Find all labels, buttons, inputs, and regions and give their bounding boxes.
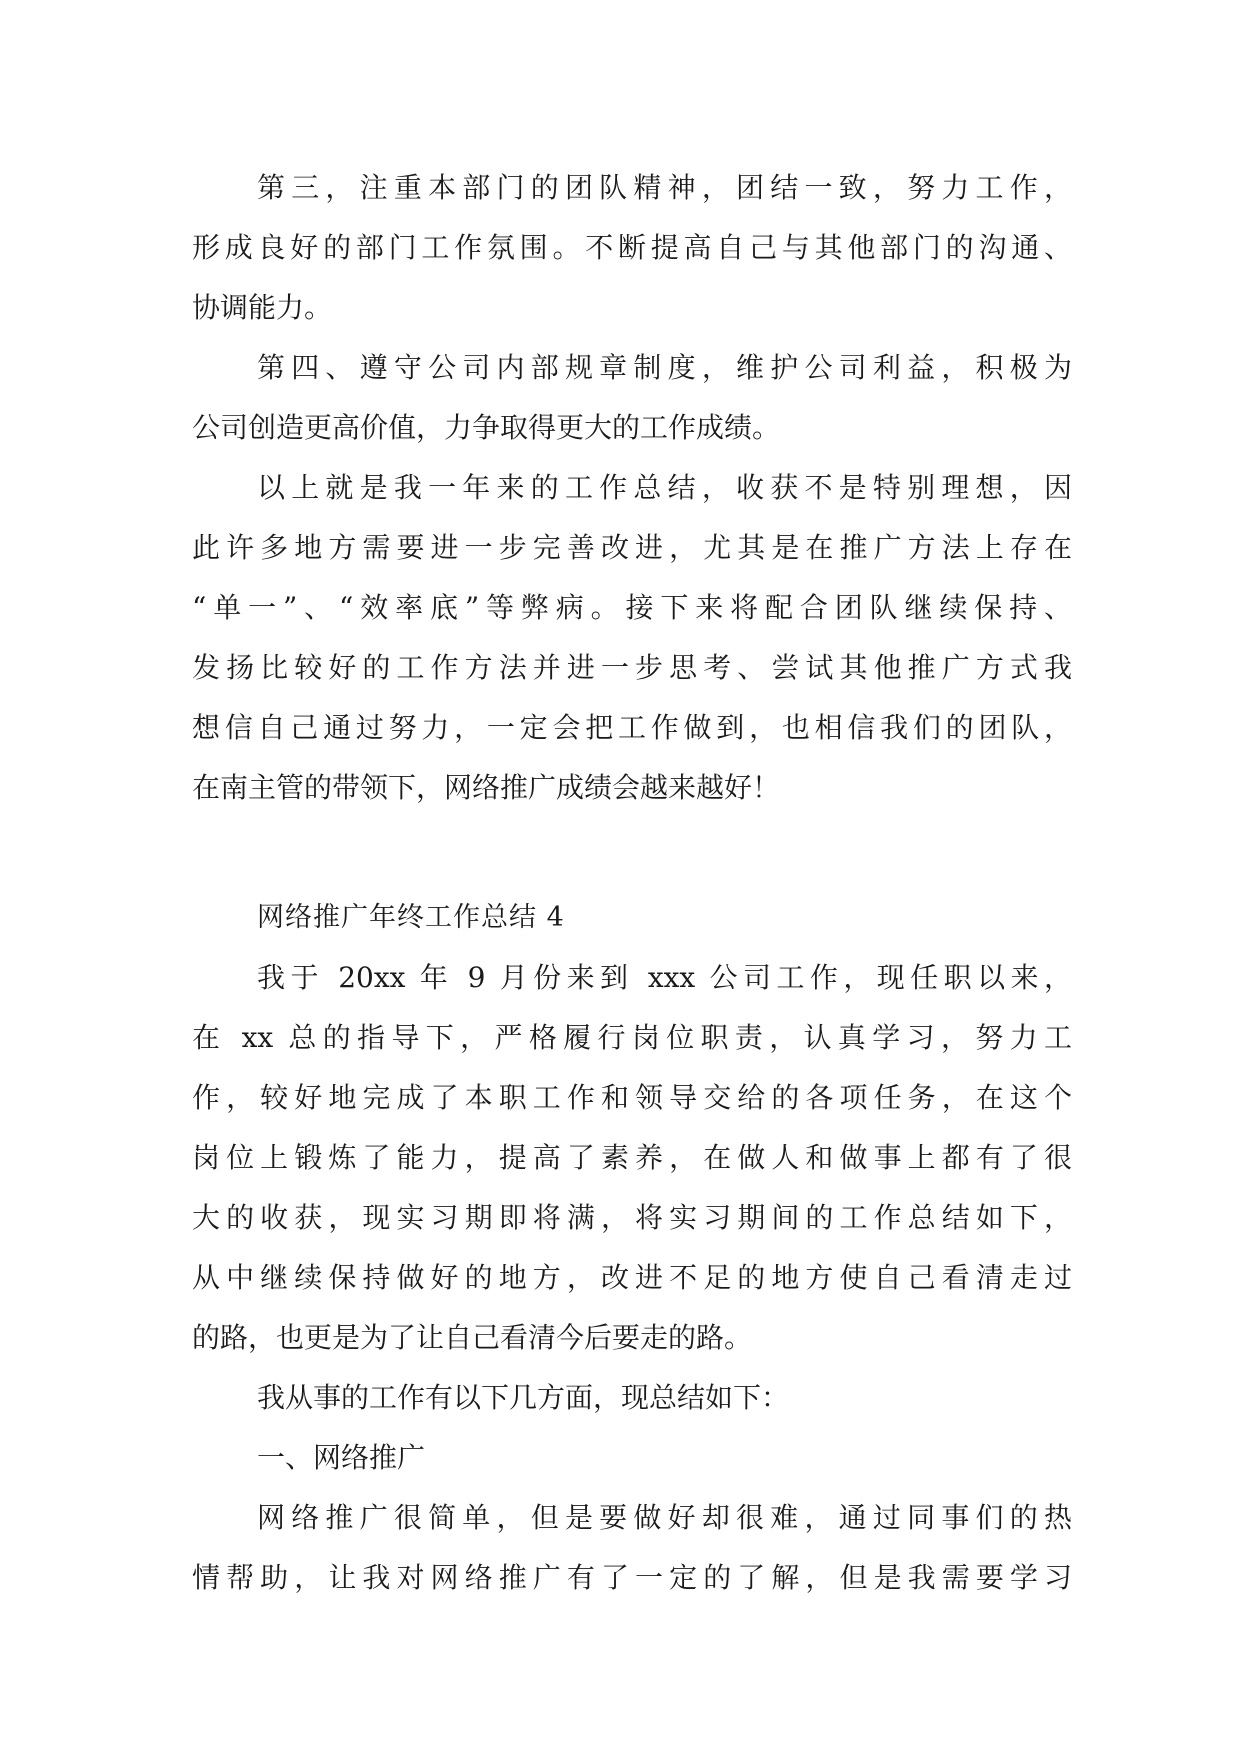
paragraph-work-areas	[192, 1368, 1072, 1428]
text-line: 协调能力。	[192, 291, 333, 324]
text-line: 在南主管的带领下，网络推广成绩会越来越好！	[192, 771, 781, 804]
text-line: 此许多地方需要进一步完善改进，尤其是在推广方法上存在	[192, 531, 1072, 564]
text-line: 从中继续保持做好的地方，改进不足的地方使自己看清走过	[192, 1261, 1072, 1294]
text-line: 形成良好的部门工作氛围。不断提高自己与其他部门的沟通、	[192, 231, 1072, 264]
paragraph-rules	[192, 338, 1072, 458]
paragraph-teamwork	[192, 158, 1072, 338]
text-line: 我从事的工作有以下几方面，现总结如下：	[257, 1381, 790, 1414]
paragraph-network-promotion	[192, 1488, 1072, 1608]
text-line: 大的收获，现实习期即将满，将实习期间的工作总结如下，	[192, 1201, 1072, 1234]
text-line: 想信自己通过努力，一定会把工作做到，也相信我们的团队，	[192, 711, 1072, 744]
paragraph-conclusion	[192, 458, 1072, 818]
text-line: 第四、遵守公司内部规章制度，维护公司利益，积极为	[257, 351, 1072, 384]
text-line: 一、网络推广	[257, 1441, 426, 1474]
text-line: 第三，注重本部门的团队精神，团结一致，努力工作，	[257, 171, 1072, 204]
text-line: 岗位上锻炼了能力，提高了素养，在做人和做事上都有了很	[192, 1141, 1072, 1174]
text-line: 发扬比较好的工作方法并进一步思考、尝试其他推广方式我	[192, 651, 1072, 684]
text-line: 网络推广很简单，但是要做好却很难，通过同事们的热	[257, 1501, 1072, 1534]
text-line: 以上就是我一年来的工作总结，收获不是特别理想，因	[257, 471, 1072, 504]
section-heading: 网络推广年终工作总结 4	[257, 902, 565, 933]
paragraph-intro	[192, 948, 1072, 1368]
text-line: 作，较好地完成了本职工作和领导交给的各项任务，在这个	[192, 1081, 1072, 1114]
text-line: 在 xx 总的指导下，严格履行岗位职责，认真学习，努力工	[192, 1021, 1072, 1054]
text-line: 情帮助，让我对网络推广有了一定的了解，但是我需要学习	[192, 1561, 1072, 1594]
document-body	[192, 158, 1072, 1608]
text-line: 我于 20xx 年 9 月份来到 xxx 公司工作，现任职以来，	[257, 961, 1072, 994]
section-gap	[192, 818, 1072, 888]
text-line: 公司创造更高价值，力争取得更大的工作成绩。	[192, 411, 781, 444]
subheading-network-promotion	[192, 1428, 1072, 1488]
text-line: “单一”、“效率底”等弊病。接下来将配合团队继续保持、	[192, 591, 1072, 624]
text-line: 的路，也更是为了让自己看清今后要走的路。	[192, 1321, 753, 1354]
